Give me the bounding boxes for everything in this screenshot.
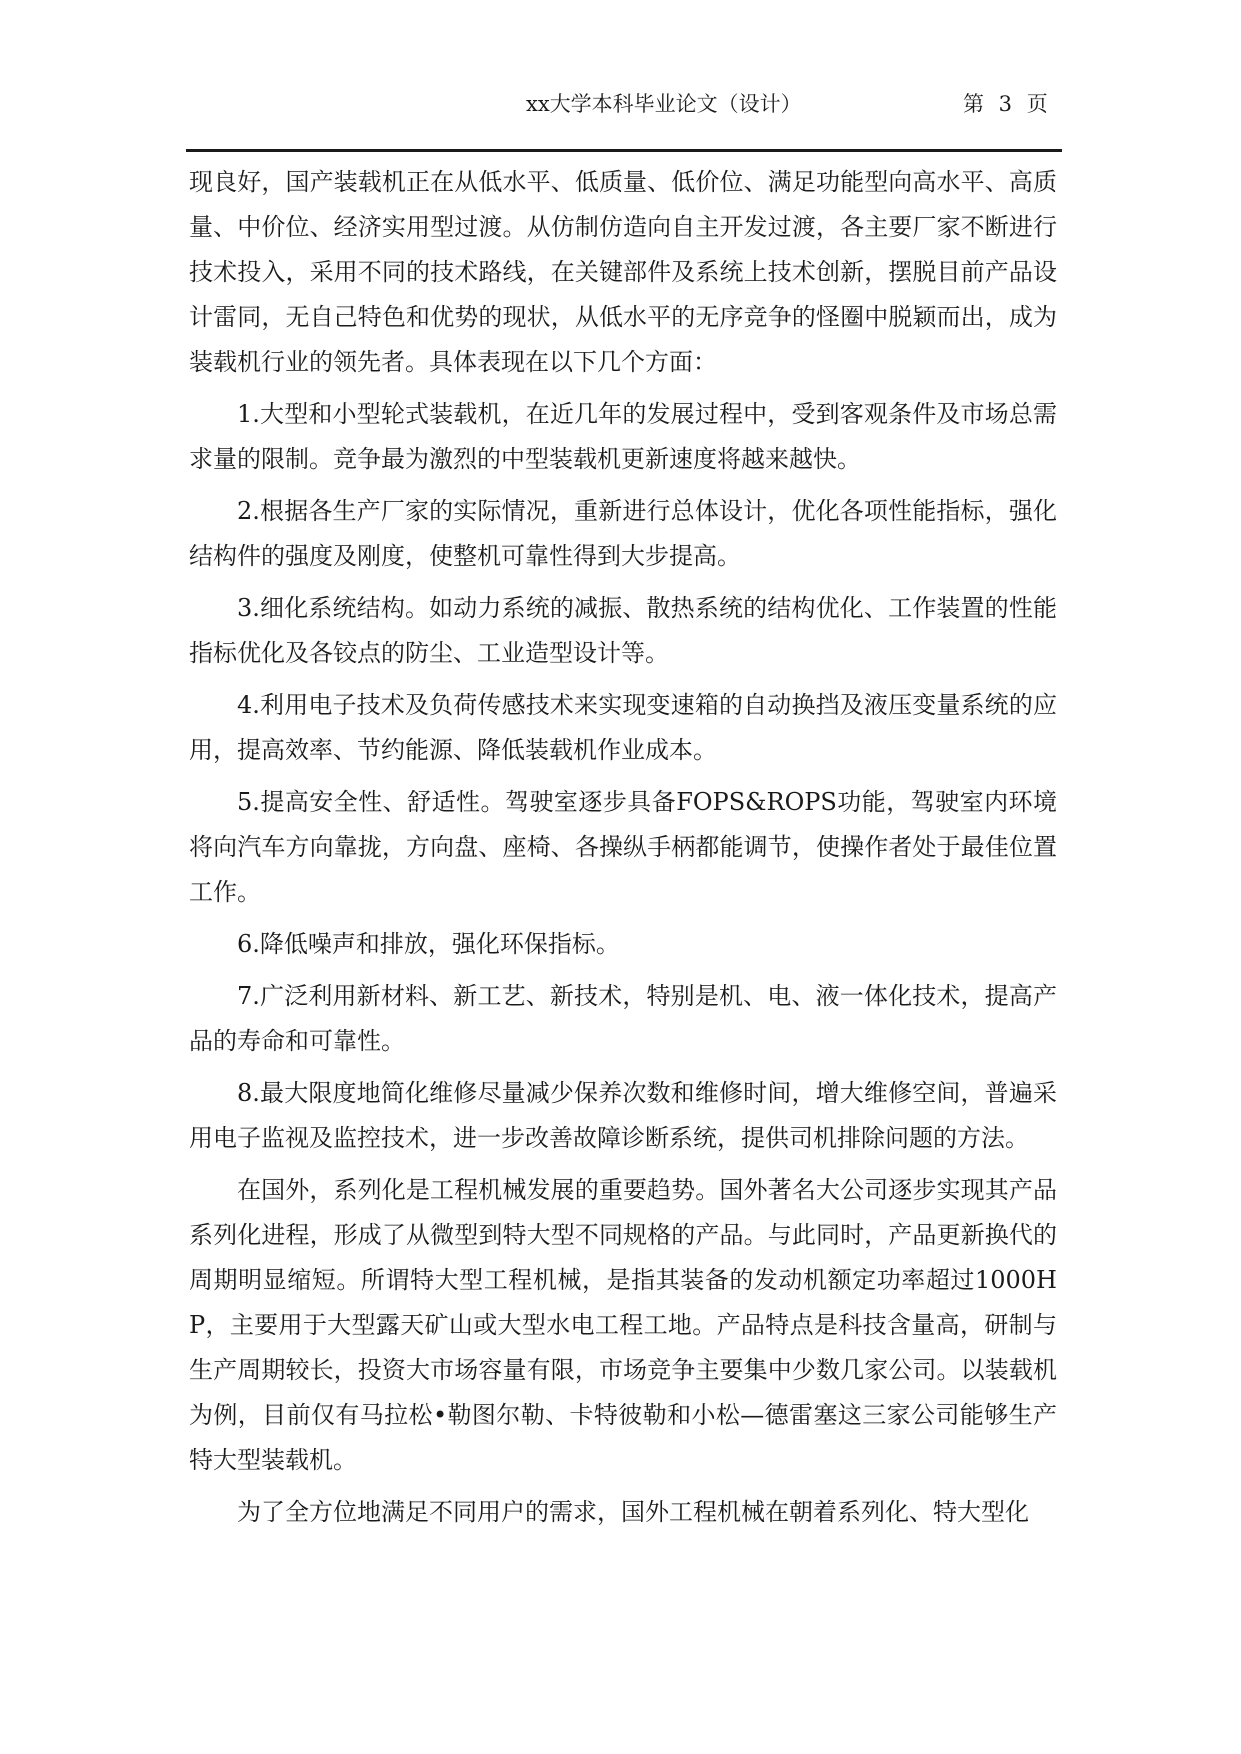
list-item-1: 1.大型和小型轮式装载机，在近几年的发展过程中，受到客观条件及市场总需求量的限制。竞争最为激烈的中型装载机更新速度将越来越快。 <box>189 400 1057 473</box>
paragraph-user-needs: 为了全方位地满足不同用户的需求，国外工程机械在朝着系列化、特大型化 <box>237 1498 1029 1526</box>
page-header <box>0 88 1241 128</box>
paragraph-continuation: 现良好，国产装载机正在从低水平、低质量、低价位、满足功能型向高水平、高质量、中价位、经济实用型过渡。从仿制仿造向自主开发过渡，各主要厂家不断进行技术投入，采用不同的技术路线，在关键部件及系统上技术创新，摆脱目前产品设计雷同，无自己特色和优势的现状，从低水平的无序竞争的怪圈中脱颖而出，成为装载机行业的领先者。具体表现在以下几个方面： <box>189 168 1057 376</box>
list-item-8: 8.最大限度地简化维修尽量减少保养次数和维修时间，增大维修空间，普遍采用电子监视及监控技术，进一步改善故障诊断系统，提供司机排除问题的方法。 <box>189 1079 1057 1152</box>
body-text <box>189 160 1057 1542</box>
header-divider <box>186 149 1062 152</box>
list-item-4: 4.利用电子技术及负荷传感技术来实现变速箱的自动换挡及液压变量系统的应用，提高效率、节约能源、降低装载机作业成本。 <box>189 691 1057 764</box>
list-item-5: 5.提高安全性、舒适性。驾驶室逐步具备FOPS&ROPS功能，驾驶室内环境将向汽车方向靠拢，方向盘、座椅、各操纵手柄都能调节，使操作者处于最佳位置工作。 <box>189 788 1057 906</box>
header-title: xx大学本科毕业论文（设计） <box>526 92 802 116</box>
list-item-7: 7.广泛利用新材料、新工艺、新技术，特别是机、电、液一体化技术，提高产品的寿命和可靠性。 <box>189 982 1057 1055</box>
list-item-2: 2.根据各生产厂家的实际情况，重新进行总体设计，优化各项性能指标，强化结构件的强度及刚度，使整机可靠性得到大步提高。 <box>189 497 1057 570</box>
list-item-3: 3.细化系统结构。如动力系统的减振、散热系统的结构优化、工作装置的性能指标优化及各铰点的防尘、工业造型设计等。 <box>189 594 1057 667</box>
page-number: 第 3 页 <box>963 92 1052 116</box>
list-item-6: 6.降低噪声和排放，强化环保指标。 <box>237 930 620 958</box>
paragraph-foreign-trends: 在国外，系列化是工程机械发展的重要趋势。国外著名大公司逐步实现其产品系列化进程，形成了从微型到特大型不同规格的产品。与此同时，产品更新换代的周期明显缩短。所谓特大型工程机械，是指其装备的发动机额定功率超过1000H P，主要用于大型露天矿山或大型水电工程工地。产品特点是科技含量高，研制与生产周期较长，投资大市场容量有限，市场竞争主要集中少数几家公司。以装载机为例，目前仅有马拉松•勒图尔勒、卡特彼勒和小松—德雷塞这三家公司能够生产特大型装载机。 <box>189 1176 1057 1474</box>
